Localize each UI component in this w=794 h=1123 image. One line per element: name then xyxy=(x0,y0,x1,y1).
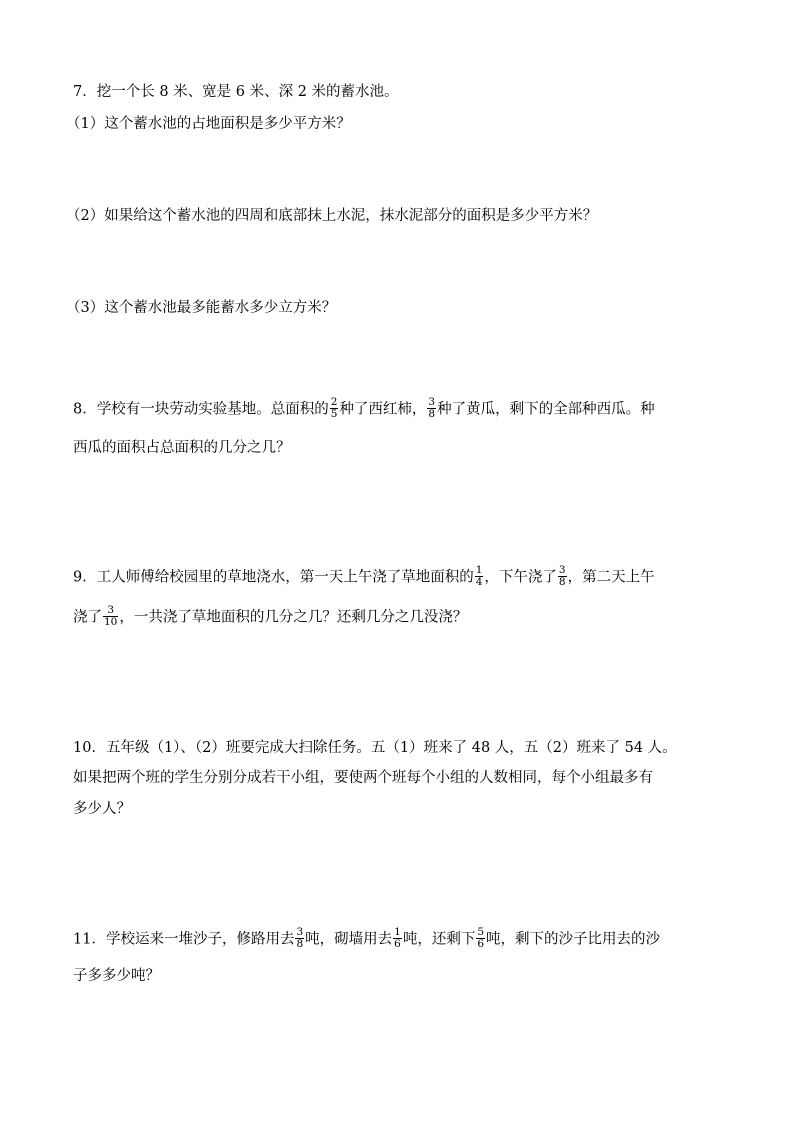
fraction-denominator: 8 xyxy=(428,408,436,420)
q9-text-2: ，下午浇了 xyxy=(484,569,557,586)
fraction xyxy=(558,565,567,588)
q10-line-3: 多少人？ xyxy=(73,801,131,817)
q11-text-2: 吨，砌墙用去 xyxy=(305,931,393,948)
fraction xyxy=(476,927,485,950)
fraction xyxy=(475,565,484,588)
fraction-denominator: 6 xyxy=(394,938,401,950)
q7-part-1: （1）这个蓄水池的占地面积是多少平方米？ xyxy=(66,116,351,132)
fraction-numerator: 1 xyxy=(394,926,401,938)
fraction-denominator: 8 xyxy=(296,938,304,950)
fraction-numerator: 3 xyxy=(558,564,566,576)
fraction-numerator: 1 xyxy=(475,564,483,576)
fraction-denominator: 10 xyxy=(104,616,118,628)
q8-text-1: 8．学校有一块劳动实验基地。总面积的 xyxy=(73,401,329,418)
fraction-denominator: 8 xyxy=(558,576,566,588)
q10-line-1: 10．五年级（1）、（2）班要完成大扫除任务。五（1）班来了 48 人，五（2）班来了 54 人。 xyxy=(73,740,677,756)
q9-text-4: 浇了 xyxy=(73,609,102,626)
fraction-denominator: 6 xyxy=(477,938,485,950)
q8-line-1 xyxy=(73,398,655,421)
fraction xyxy=(330,397,339,420)
fraction xyxy=(295,927,304,950)
q8-line-2: 西瓜的面积占总面积的几分之几？ xyxy=(73,440,291,456)
q11-line-1 xyxy=(73,928,660,951)
fraction-numerator: 3 xyxy=(428,396,436,408)
fraction xyxy=(427,397,436,420)
q10-line-2: 如果把两个班的学生分别分成若干小组，要使两个班每个小组的人数相同，每个小组最多有 xyxy=(73,770,653,786)
fraction-numerator: 3 xyxy=(103,605,118,617)
q7-stem: 7．挖一个长 8 米、宽是 6 米、深 2 米的蓄水池。 xyxy=(73,84,399,100)
q9-line-1 xyxy=(73,566,655,589)
q9-text-5: ，一共浇了草地面积的几分之几？还剩几分之几没浇？ xyxy=(119,609,468,626)
q11-text-4: 吨，剩下的沙子比用去的沙 xyxy=(486,931,661,948)
q11-text-3: 吨，还剩下 xyxy=(402,931,476,948)
q8-text-2: 种了西红柿， xyxy=(339,401,427,418)
q9-line-2 xyxy=(73,606,467,629)
q8-text-3: 种了黄瓜，剩下的全部种西瓜。种 xyxy=(437,401,655,418)
q11-text-1: 11．学校运来一堆沙子，修路用去 xyxy=(73,931,295,948)
q11-line-2: 子多多少吨？ xyxy=(73,968,160,984)
fraction-numerator: 5 xyxy=(477,926,485,938)
fraction xyxy=(393,927,402,950)
fraction-denominator: 4 xyxy=(475,576,483,588)
q7-part-3: （3）这个蓄水池最多能蓄水多少立方米？ xyxy=(66,300,337,316)
fraction-denominator: 5 xyxy=(330,408,338,420)
q9-text-3: ，第二天上午 xyxy=(567,569,655,586)
fraction-numerator: 3 xyxy=(296,926,304,938)
fraction-numerator: 2 xyxy=(330,396,338,408)
q9-text-1: 9．工人师傅给校园里的草地浇水，第一天上午浇了草地面积的 xyxy=(73,569,474,586)
fraction xyxy=(103,605,118,628)
q7-part-2: （2）如果给这个蓄水池的四周和底部抹上水泥，抹水泥部分的面积是多少平方米？ xyxy=(66,208,598,224)
